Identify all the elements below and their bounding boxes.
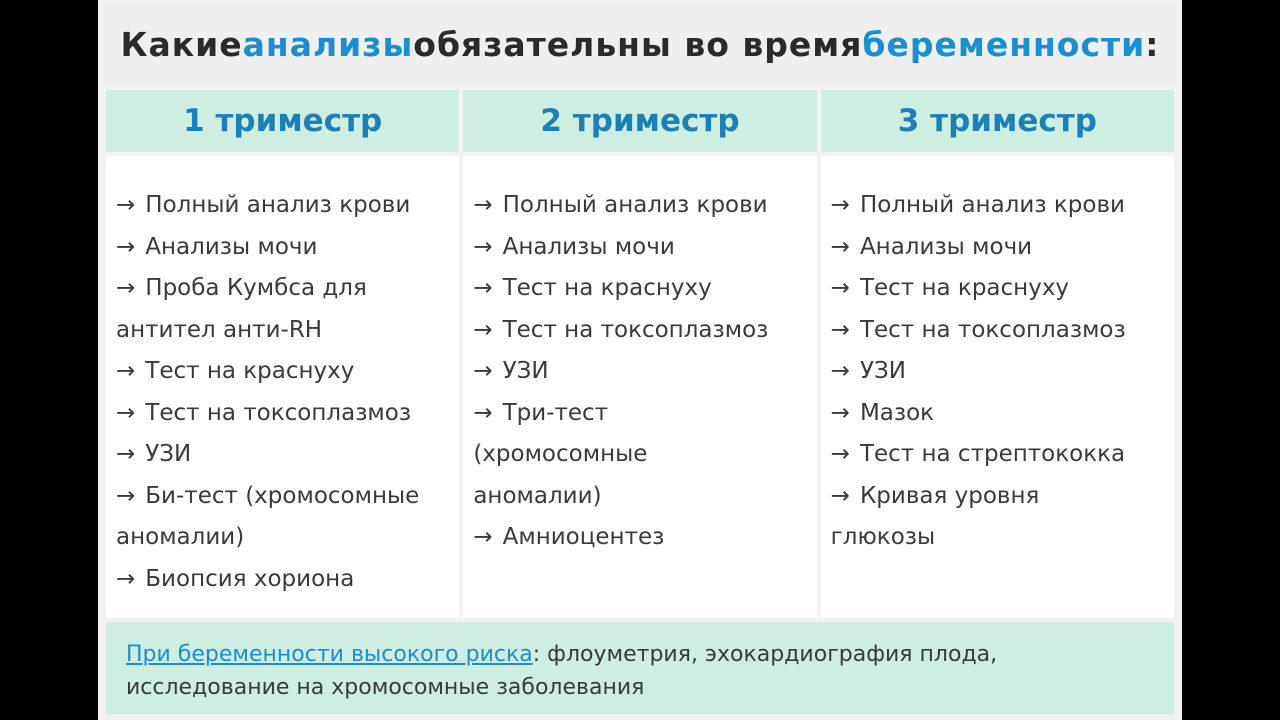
high-risk-link[interactable]: При беременности высокого риска bbox=[126, 642, 533, 667]
arrow-icon: → bbox=[830, 316, 850, 343]
arrow-icon: → bbox=[116, 275, 136, 301]
list-item-text: Три-тест bbox=[502, 399, 609, 426]
page-title bbox=[104, 6, 1176, 82]
arrow-icon: → bbox=[116, 482, 136, 509]
trimester-list bbox=[463, 156, 816, 618]
list-item bbox=[831, 351, 1166, 393]
arrow-icon: → bbox=[830, 482, 850, 509]
arrow-icon: → bbox=[116, 399, 136, 426]
list-item-text: УЗИ bbox=[859, 358, 906, 384]
arrow-icon: → bbox=[473, 399, 493, 426]
list-item bbox=[831, 517, 1166, 559]
arrow-icon: → bbox=[473, 192, 493, 218]
list-item-text: Тест на краснуху bbox=[145, 358, 355, 384]
list-item-text: Тест на токсоплазмоз bbox=[145, 399, 412, 426]
list-item-text: Биопсия хориона bbox=[145, 565, 355, 592]
arrow-icon: → bbox=[116, 565, 136, 592]
arrow-icon: → bbox=[830, 192, 850, 218]
arrow-icon: → bbox=[116, 192, 136, 218]
list-item bbox=[831, 310, 1166, 352]
arrow-icon: → bbox=[473, 233, 493, 260]
list-item bbox=[473, 476, 808, 518]
arrow-icon: → bbox=[830, 399, 850, 426]
list-item-text: Полный анализ крови bbox=[145, 192, 411, 218]
list-item bbox=[116, 268, 451, 310]
list-item bbox=[116, 351, 451, 393]
trimester-table bbox=[106, 90, 1174, 618]
trimester-list bbox=[821, 156, 1174, 618]
list-item-text: глюкозы bbox=[830, 524, 936, 550]
title-part-3: обязательны во время bbox=[413, 24, 863, 64]
trimester-header: 1 триместр bbox=[106, 90, 459, 152]
trimester-column bbox=[821, 90, 1174, 618]
list-item-text: Тест на краснуху bbox=[502, 275, 712, 301]
list-item bbox=[116, 393, 451, 435]
list-item bbox=[831, 476, 1166, 518]
list-item bbox=[116, 227, 451, 269]
trimester-header: 3 триместр bbox=[821, 90, 1174, 152]
list-item bbox=[116, 185, 451, 227]
list-item bbox=[116, 476, 451, 518]
arrow-icon: → bbox=[830, 233, 850, 260]
list-item bbox=[473, 434, 808, 476]
list-item bbox=[473, 351, 808, 393]
list-item-text: Тест на стрептококка bbox=[859, 441, 1126, 467]
list-item bbox=[831, 185, 1166, 227]
arrow-icon: → bbox=[473, 358, 493, 384]
title-part-2: анализы bbox=[242, 24, 414, 64]
list-item-text: Проба Кумбса для bbox=[145, 275, 367, 301]
arrow-icon: → bbox=[830, 441, 850, 467]
list-item-text: Кривая уровня bbox=[859, 482, 1040, 509]
list-item-text: Тест на токсоплазмоз bbox=[859, 316, 1126, 343]
list-item bbox=[831, 393, 1166, 435]
high-risk-note bbox=[106, 622, 1174, 714]
title-part-4: беременности bbox=[862, 24, 1146, 64]
arrow-icon: → bbox=[116, 358, 136, 384]
high-risk-text-2: исследование на хромосомные заболевания bbox=[126, 675, 645, 700]
list-item-text: Анализы мочи bbox=[145, 233, 318, 260]
list-item-text: Тест на краснуху bbox=[859, 275, 1070, 301]
list-item-text: Мазок bbox=[859, 399, 935, 426]
list-item-text: аномалии) bbox=[116, 524, 245, 550]
list-item bbox=[473, 310, 808, 352]
trimester-header: 2 триместр bbox=[463, 90, 816, 152]
list-item-text: Анализы мочи bbox=[502, 233, 675, 260]
list-item bbox=[116, 517, 451, 559]
list-item bbox=[473, 268, 808, 310]
title-part-5: : bbox=[1145, 24, 1160, 64]
trimester-list bbox=[106, 156, 459, 618]
arrow-icon: → bbox=[473, 524, 493, 550]
list-item-text: Амниоцентез bbox=[502, 524, 665, 550]
arrow-icon: → bbox=[473, 316, 493, 343]
arrow-icon: → bbox=[830, 275, 850, 301]
list-item bbox=[831, 227, 1166, 269]
list-item bbox=[831, 268, 1166, 310]
list-item bbox=[473, 227, 808, 269]
high-risk-text-1: : флоуметрия, эхокардиография плода, bbox=[532, 642, 998, 667]
arrow-icon: → bbox=[116, 441, 136, 467]
list-item bbox=[116, 434, 451, 476]
list-item bbox=[473, 185, 808, 227]
list-item bbox=[831, 434, 1166, 476]
list-item bbox=[116, 559, 451, 601]
list-item bbox=[116, 310, 451, 352]
list-item-text: антител анти-RH bbox=[116, 316, 323, 343]
trimester-column bbox=[463, 90, 816, 618]
arrow-icon: → bbox=[116, 233, 136, 260]
list-item bbox=[473, 393, 808, 435]
title-part-1: Какие bbox=[120, 24, 243, 64]
trimester-column bbox=[106, 90, 459, 618]
arrow-icon: → bbox=[473, 275, 493, 301]
list-item bbox=[473, 517, 808, 559]
list-item-text: Полный анализ крови bbox=[859, 192, 1125, 218]
list-item-text: УЗИ bbox=[502, 358, 549, 384]
list-item-text: Би-тест (хромосомные bbox=[145, 482, 420, 509]
infographic bbox=[98, 0, 1182, 720]
list-item-text: (хромосомные bbox=[473, 441, 648, 467]
list-item-text: аномалии) bbox=[473, 482, 602, 509]
list-item-text: Полный анализ крови bbox=[502, 192, 768, 218]
arrow-icon: → bbox=[830, 358, 850, 384]
list-item-text: Анализы мочи bbox=[859, 233, 1033, 260]
list-item-text: Тест на токсоплазмоз bbox=[502, 316, 769, 343]
list-item-text: УЗИ bbox=[145, 441, 192, 467]
